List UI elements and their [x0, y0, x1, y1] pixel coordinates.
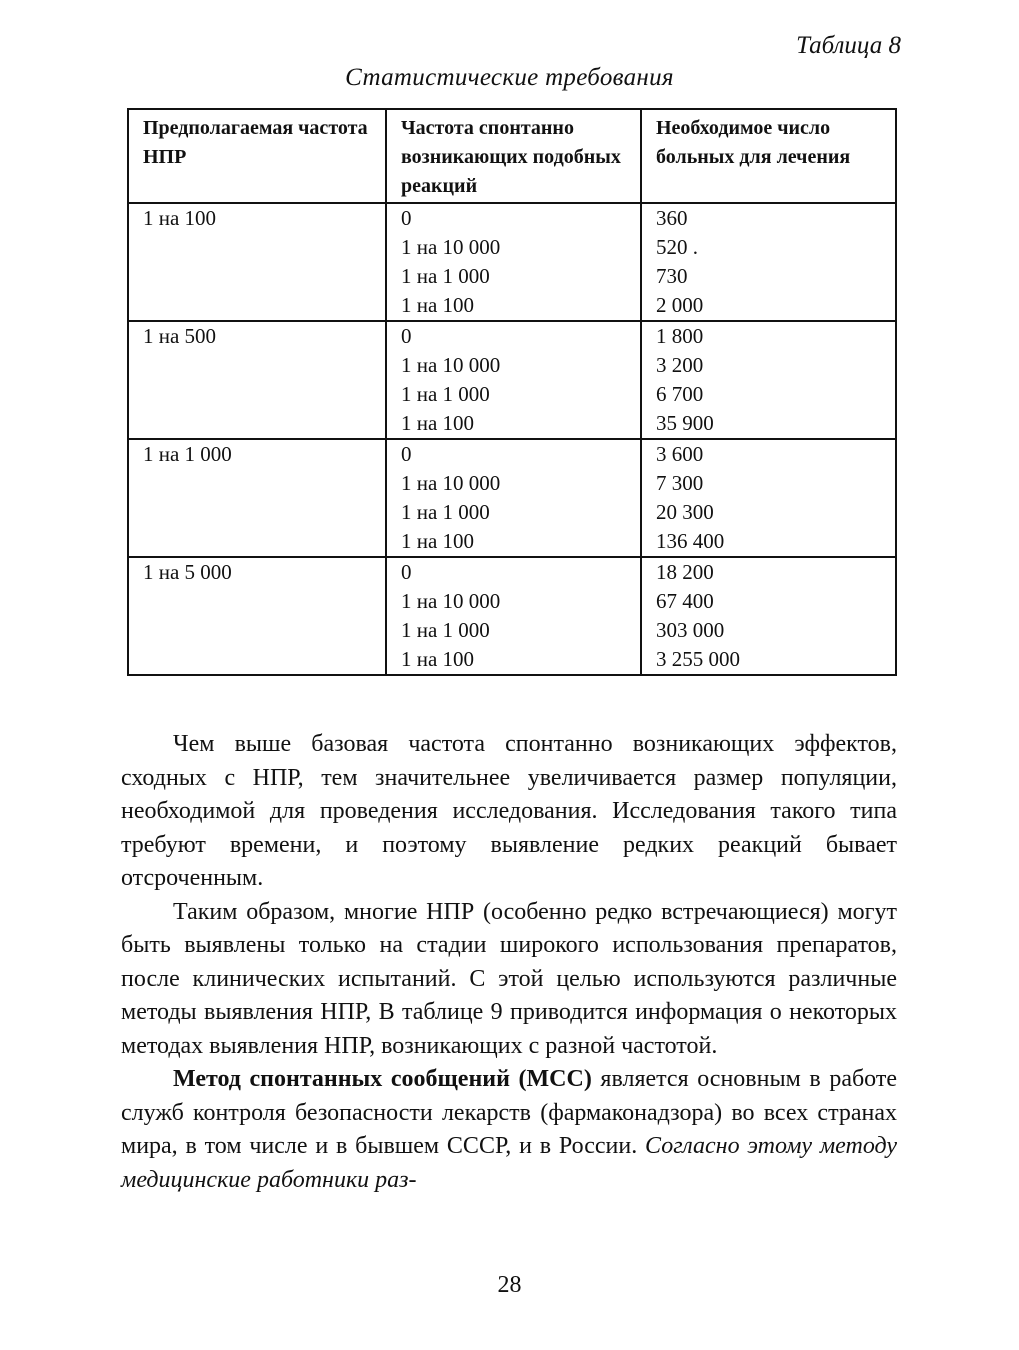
paragraph-text: является основным в работе служб контроля безопасности лекарств (фармаконадзора) во всех странах мира, в том числе и в бывшем СССР, и в России. [121, 1066, 897, 1159]
page-number: 28 [497, 1272, 522, 1298]
spontaneous-frequency-cell: 0 1 на 10 000 1 на 1 000 1 на 100 [386, 321, 641, 439]
spontaneous-frequency-cell: 0 1 на 10 000 1 на 1 000 1 на 100 [386, 439, 641, 557]
required-patients-cell: 18 200 67 400 303 000 3 255 000 [641, 557, 896, 675]
required-patients-cell: 3 600 7 300 20 300 136 400 [641, 439, 896, 557]
expected-frequency-cell: 1 на 100 [128, 203, 386, 321]
statistics-table [127, 108, 897, 676]
method-term: Метод спонтанных сообщений (МСС) [173, 1066, 592, 1092]
table-row [128, 439, 896, 557]
header-spontaneous-frequency: Частота спонтанно возникающих подобных реакций [386, 109, 641, 203]
body-text [121, 728, 897, 1197]
table-label: Таблица 8 [796, 32, 901, 59]
required-patients-cell: 1 800 3 200 6 700 35 900 [641, 321, 896, 439]
paragraph [121, 1063, 897, 1197]
spontaneous-frequency-cell: 0 1 на 10 000 1 на 1 000 1 на 100 [386, 557, 641, 675]
header-required-patients: Необходимое число больных для лечения [641, 109, 896, 203]
table-row [128, 557, 896, 675]
paragraph: Таким образом, многие НПР (особенно редко встречающиеся) могут быть выявлены только на стадии широкого использования препаратов, после клинических испытаний. С этой целью используются различные методы выявления НПР, В таблице 9 приводится информация о некоторых методах выявления НПР, возникающих с разной частотой. [121, 898, 897, 1059]
paragraph-italic-text: Согласно этому методу медицинские работники раз- [121, 1133, 897, 1193]
required-patients-cell: 360 520 . 730 2 000 [641, 203, 896, 321]
table-header-row [128, 109, 896, 203]
header-expected-frequency: Предполагаемая частота НПР [128, 109, 386, 203]
expected-frequency-cell: 1 на 5 000 [128, 557, 386, 675]
table-row [128, 203, 896, 321]
expected-frequency-cell: 1 на 500 [128, 321, 386, 439]
paragraph: Чем выше базовая частота спонтанно возникающих эффектов, сходных с НПР, тем значительнее увеличивается размер популяции, необходимой для проведения исследования. Исследования такого типа требуют времени, и поэтому выявление редких реакций бывает отсроченным. [121, 731, 897, 891]
expected-frequency-cell: 1 на 1 000 [128, 439, 386, 557]
table-row [128, 321, 896, 439]
spontaneous-frequency-cell: 0 1 на 10 000 1 на 1 000 1 на 100 [386, 203, 641, 321]
table-caption: Статистические требования [345, 64, 674, 91]
